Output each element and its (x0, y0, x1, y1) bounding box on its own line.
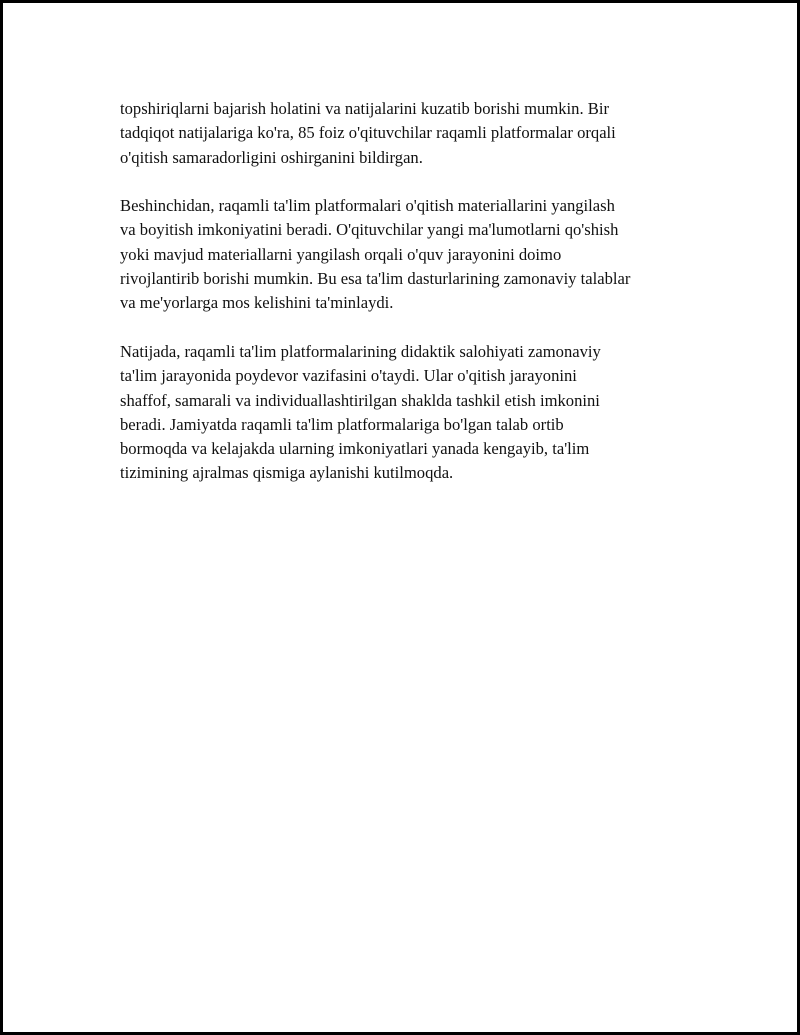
text-line: tizimining ajralmas qismiga aylanishi kutilmoqda. (120, 463, 454, 483)
text-line: bormoqda va kelajakda ularning imkoniyatlari yanada kengayib, ta'lim (120, 439, 590, 459)
text-line: ta'lim jarayonida poydevor vazifasini o'taydi. Ular o'qitish jarayonini (120, 366, 577, 386)
paragraph-1 (120, 97, 700, 170)
text-line: va boyitish imkoniyatini beradi. O'qituvchilar yangi ma'lumotlarni qo'shish (120, 220, 619, 240)
text-line: topshiriqlarni bajarish holatini va natijalarini kuzatib borishi mumkin. Bir (120, 99, 609, 118)
text-line: shaffof, samarali va individuallashtirilgan shaklda tashkil etish imkonini (120, 390, 600, 410)
text-line: rivojlantirib borishi mumkin. Bu esa ta'lim dasturlarining zamonaviy talablar (120, 269, 631, 289)
text-line: o'qitish samaradorligini oshirganini bildirgan. (120, 147, 423, 167)
text-line: Natijada, raqamli ta'lim platformalarining didaktik salohiyati zamonaviy (120, 341, 601, 361)
text-line: yoki mavjud materiallarni yangilash orqali o'quv jarayonini doimo (120, 244, 562, 264)
paragraph-3 (120, 340, 700, 486)
text-line: va me'yorlarga mos kelishini ta'minlaydi. (120, 293, 394, 313)
text-line: Beshinchidan, raqamli ta'lim platformalari o'qitish materiallarini yangilash (120, 196, 615, 216)
paragraph-2 (120, 194, 700, 315)
text-line: beradi. Jamiyatda raqamli ta'lim platformalariga bo'lgan talab ortib (120, 414, 564, 434)
document-body (120, 97, 700, 510)
text-line: tadqiqot natijalariga ko'ra, 85 foiz o'qituvchilar raqamli platformalar orqali (120, 123, 616, 143)
